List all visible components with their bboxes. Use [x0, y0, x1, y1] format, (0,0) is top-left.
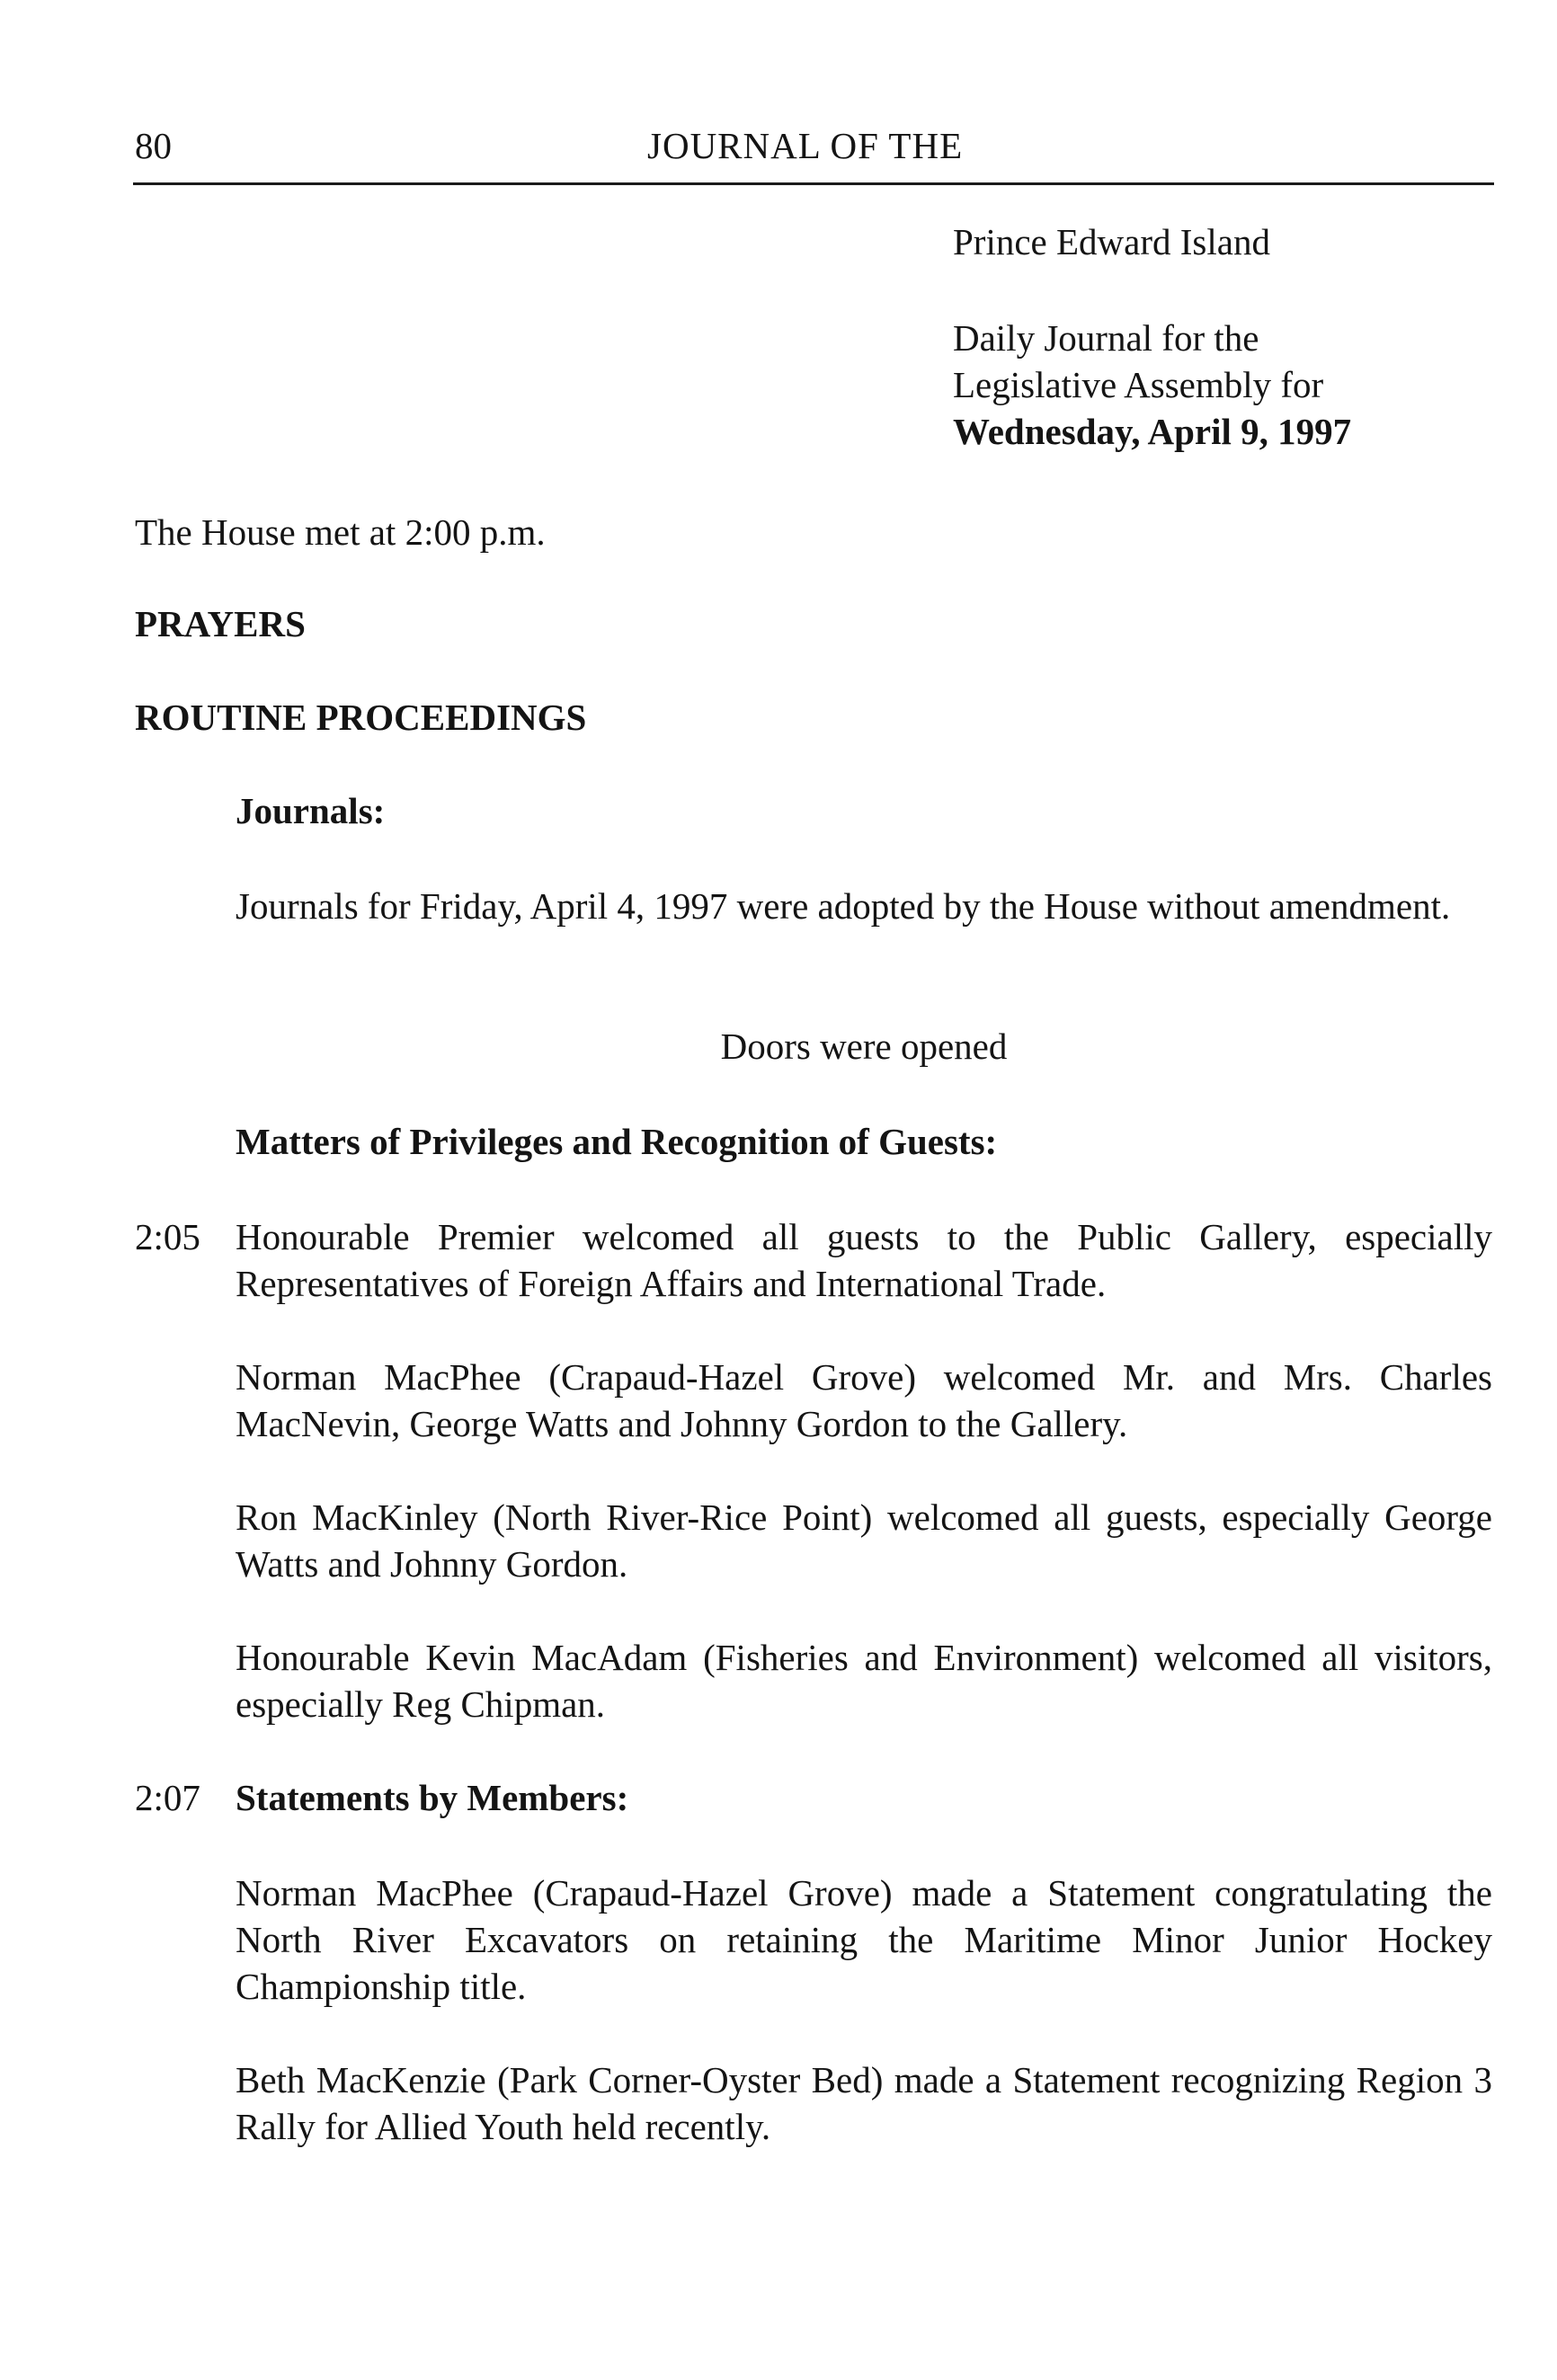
province-text: Prince Edward Island — [953, 221, 1270, 262]
privileges-item: Ron MacKinley (North River-Rice Point) welcomed all guests, especially George Watts and Johnny Gordon. — [236, 1496, 1492, 1585]
time-stamp-privileges: 2:05 — [135, 1216, 200, 1257]
statement-item: Norman MacPhee (Crapaud-Hazel Grove) made a Statement congratulating the North River Excavators on retaining the Maritime Minor Junior Hockey Championship title. — [236, 1872, 1492, 2007]
province-label — [953, 218, 1528, 265]
running-header — [135, 124, 1492, 178]
statements-heading: Statements by Members: — [236, 1777, 629, 1818]
routine-proceedings-heading: ROUTINE PROCEEDINGS — [135, 697, 587, 738]
prayers-heading: PRAYERS — [135, 603, 306, 644]
journal-title: JOURNAL OF THE — [647, 125, 964, 166]
journals-heading: Journals: — [236, 790, 386, 831]
journal-line-2: Legislative Assembly for — [953, 364, 1324, 405]
journal-date: Wednesday, April 9, 1997 — [953, 411, 1352, 452]
privileges-item: Norman MacPhee (Crapaud-Hazel Grove) welcomed Mr. and Mrs. Charles MacNevin, George Watts and Johnny Gordon to the Gallery. — [236, 1356, 1492, 1444]
journal-description — [953, 315, 1528, 455]
journals-paragraph: Journals for Friday, April 4, 1997 were adopted by the House without amendment. — [236, 885, 1451, 927]
house-met-text: The House met at 2:00 p.m. — [135, 511, 546, 553]
privileges-item: Honourable Premier welcomed all guests to the Public Gallery, especially Representatives of Foreign Affairs and International Trade. — [236, 1216, 1492, 1304]
statement-item: Beth MacKenzie (Park Corner-Oyster Bed) made a Statement recognizing Region 3 Rally for Allied Youth held recently. — [236, 2059, 1492, 2147]
privileges-item: Honourable Kevin MacAdam (Fisheries and Environment) welcomed all visitors, especially Reg Chipman. — [236, 1637, 1492, 1725]
page-number: 80 — [135, 125, 172, 166]
time-stamp-statements: 2:07 — [135, 1777, 200, 1818]
header-rule — [133, 182, 1494, 185]
privileges-heading: Matters of Privileges and Recognition of Guests: — [236, 1121, 998, 1162]
doors-opened-text: Doors were opened — [720, 1026, 1008, 1067]
journal-line-1: Daily Journal for the — [953, 317, 1259, 359]
